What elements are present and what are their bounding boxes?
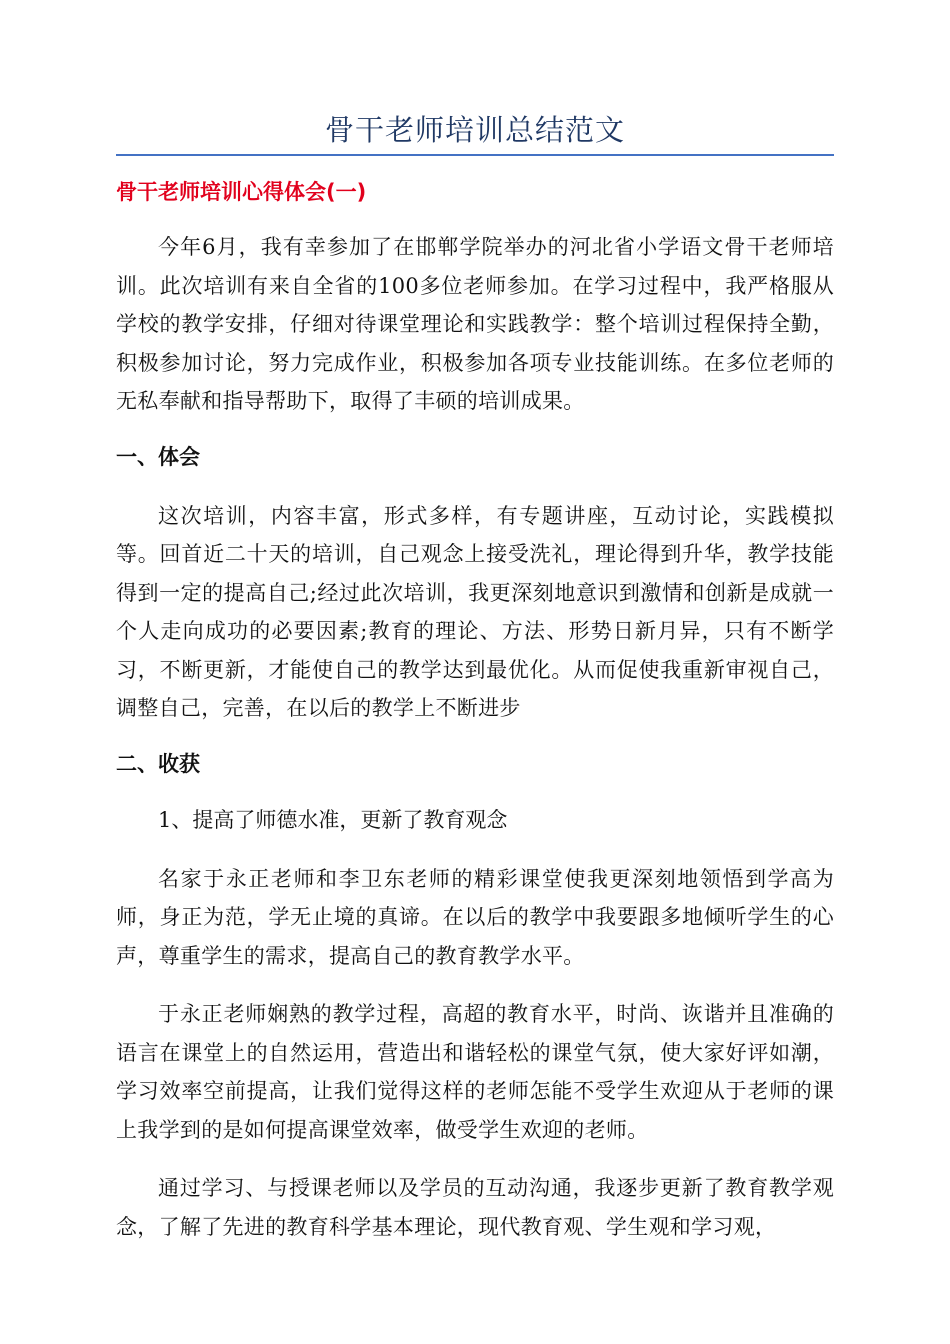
section-title: 骨干老师培训心得体会(一): [116, 180, 367, 204]
gains-paragraph-2: 于永正老师娴熟的教学过程，高超的教育水平，时尚、诙谐并且准确的语言在课堂上的自然运用，营造出和谐轻松的课堂气氛，使大家好评如潮，学习效率空前提高，让我们觉得这样的老师怎能不受学生欢迎从于老师的课上我学到的是如何提高课堂效率，做受学生欢迎的老师。: [116, 1002, 834, 1142]
document-body: [116, 176, 834, 1266]
title-underline: [116, 154, 834, 156]
gains-paragraph-1: 名家于永正老师和李卫东老师的精彩课堂使我更深刻地领悟到学高为师，身正为范，学无止境的真谛。在以后的教学中我要跟多地倾听学生的心声，尊重学生的需求，提高自己的教育教学水平。: [116, 866, 834, 968]
intro-paragraph: 今年6月，我有幸参加了在邯郸学院举办的河北省小学语文骨干老师培训。此次培训有来自全省的100多位老师参加。在学习过程中，我严格服从学校的教学安排，仔细对待课堂理论和实践教学：整个培训过程保持全勤，积极参加讨论，努力完成作业，积极参加各项专业技能训练。在多位老师的无私奉献和指导帮助下，取得了丰硕的培训成果。: [116, 235, 834, 413]
heading-gains: 二、收获: [116, 751, 200, 776]
heading-experience: 一、体会: [116, 444, 200, 469]
experience-paragraph: 这次培训，内容丰富，形式多样，有专题讲座，互动讨论，实践模拟等。回首近二十天的培训，自己观念上接受洗礼，理论得到升华，教学技能得到一定的提高自己;经过此次培训，我更深刻地意识到激情和创新是成就一个人走向成功的必要因素;教育的理论、方法、形势日新月异，只有不断学习，不断更新，才能使自己的教学达到最优化。从而促使我重新审视自己，调整自己，完善，在以后的教学上不断进步: [116, 503, 834, 720]
subheading-ethics: 1、提高了师德水准，更新了教育观念: [158, 807, 508, 832]
document-title: 骨干老师培训总结范文: [324, 113, 625, 147]
gains-paragraph-3: 通过学习、与授课老师以及学员的互动沟通，我逐步更新了教育教学观念，了解了先进的教育科学基本理论，现代教育观、学生观和学习观，: [116, 1176, 834, 1239]
